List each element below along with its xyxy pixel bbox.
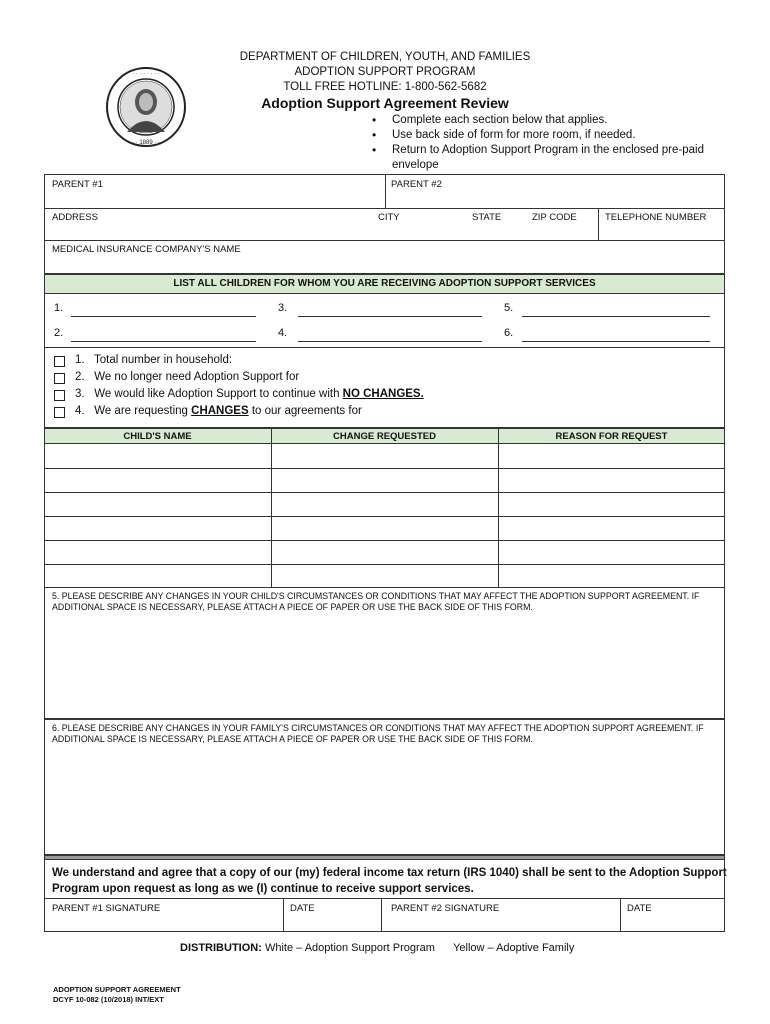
option-1 bbox=[75, 354, 232, 366]
department-name: DEPARTMENT OF CHILDREN, YOUTH, AND FAMILIES bbox=[239, 51, 531, 63]
option-num: 4. bbox=[75, 405, 85, 417]
address-field[interactable]: ADDRESS bbox=[52, 212, 98, 223]
children-heading-text: LIST ALL CHILDREN FOR WHOM YOU ARE RECEIVING ADOPTION SUPPORT SERVICES bbox=[173, 278, 596, 289]
date2-field[interactable]: DATE bbox=[627, 903, 652, 914]
phone-field[interactable]: TELEPHONE NUMBER bbox=[605, 212, 707, 223]
distribution-yellow: Yellow – Adoptive Family bbox=[453, 942, 575, 954]
instruction-item: • Use back side of form for more room, if needed. bbox=[372, 128, 722, 143]
parent2-field[interactable]: PARENT #2 bbox=[391, 179, 442, 190]
table-row[interactable] bbox=[44, 468, 725, 469]
col-reason: REASON FOR REQUEST bbox=[555, 431, 668, 442]
child-num: 3. bbox=[278, 302, 288, 314]
option-num: 3. bbox=[75, 388, 85, 400]
option-num: 1. bbox=[75, 354, 85, 366]
state-field[interactable]: STATE bbox=[472, 212, 502, 223]
option-4-checkbox[interactable] bbox=[54, 407, 65, 418]
child-3-line[interactable] bbox=[298, 316, 482, 317]
distribution-label: DISTRIBUTION: bbox=[180, 942, 262, 954]
col-childs-name: CHILD'S NAME bbox=[123, 431, 192, 442]
child-num: 1. bbox=[54, 302, 64, 314]
children-list-box bbox=[44, 294, 725, 348]
child-2-line[interactable] bbox=[71, 341, 256, 342]
child-4-line[interactable] bbox=[298, 341, 482, 342]
program-name: ADOPTION SUPPORT PROGRAM bbox=[294, 66, 476, 78]
option-emphasis: CHANGES bbox=[191, 405, 249, 417]
option-text: to our agreements for bbox=[248, 405, 362, 417]
table-row[interactable] bbox=[44, 516, 725, 517]
option-num: 2. bbox=[75, 371, 85, 383]
option-2-checkbox[interactable] bbox=[54, 373, 65, 384]
date1-field[interactable]: DATE bbox=[290, 903, 315, 914]
agreement-text: We understand and agree that a copy of our (my) federal income tax return (IRS 1040) shall be sent to the Adoption Support Program upon request as long as we (I) continue to receive support services. bbox=[52, 867, 727, 895]
option-2 bbox=[75, 371, 299, 383]
parent1-signature-field[interactable]: PARENT #1 SIGNATURE bbox=[52, 903, 161, 914]
instruction-item: • Return to Adoption Support Program in the enclosed pre-paid envelope bbox=[372, 143, 722, 173]
form-title: Adoption Support Agreement Review bbox=[261, 95, 509, 111]
zip-field[interactable]: ZIP CODE bbox=[532, 212, 577, 223]
option-text: We no longer need Adoption Support for bbox=[94, 371, 300, 383]
child-1-line[interactable] bbox=[71, 316, 256, 317]
option-1-checkbox[interactable] bbox=[54, 356, 65, 367]
child-5-line[interactable] bbox=[522, 316, 710, 317]
option-text: We are requesting bbox=[94, 405, 192, 417]
option-4 bbox=[75, 405, 362, 417]
option-text: Total number in household: bbox=[93, 354, 233, 366]
washington-state-seal-icon bbox=[105, 66, 187, 148]
table-row[interactable] bbox=[44, 564, 725, 565]
table-row[interactable] bbox=[44, 540, 725, 541]
child-num: 6. bbox=[504, 327, 514, 339]
parent1-field[interactable]: PARENT #1 bbox=[52, 179, 103, 190]
option-text: We would like Adoption Support to continue with bbox=[94, 388, 343, 400]
section-5-text: 5. PLEASE DESCRIBE ANY CHANGES IN YOUR CHILD'S CIRCUMSTANCES OR CONDITIONS THAT MAY AFFECT THE ADOPTION SUPPORT AGREEMENT. IF ADDITIONAL SPACE IS NECESSARY, PLEASE ATTACH A PIECE OF PAPER OR USE THE BACK SIDE OF THIS FORM. bbox=[52, 591, 700, 612]
distribution bbox=[180, 942, 574, 954]
footer-form-name: ADOPTION SUPPORT AGREEMENT bbox=[53, 985, 181, 994]
child-num: 5. bbox=[504, 302, 514, 314]
instruction-item: • Complete each section below that applies. bbox=[372, 113, 722, 128]
hotline: TOLL FREE HOTLINE: 1-800-562-5682 bbox=[283, 81, 487, 93]
child-num: 2. bbox=[54, 327, 64, 339]
parent2-signature-field[interactable]: PARENT #2 SIGNATURE bbox=[391, 903, 500, 914]
insurance-field[interactable]: MEDICAL INSURANCE COMPANY'S NAME bbox=[52, 244, 241, 255]
instructions-list bbox=[372, 113, 722, 173]
option-3-checkbox[interactable] bbox=[54, 390, 65, 401]
table-row[interactable] bbox=[44, 492, 725, 493]
svg-text:· · 1889 · ·: · · 1889 · · bbox=[131, 140, 161, 146]
footer-form-id: DCYF 10-082 (10/2018) INT/EXT bbox=[53, 995, 164, 1004]
option-3 bbox=[75, 388, 424, 400]
svg-text:· · · · · · · ·: · · · · · · · · bbox=[132, 71, 160, 77]
distribution-white: White – Adoption Support Program bbox=[264, 942, 435, 954]
col-change-requested: CHANGE REQUESTED bbox=[333, 431, 436, 442]
section-6-text: 6. PLEASE DESCRIBE ANY CHANGES IN YOUR FAMILY'S CIRCUMSTANCES OR CONDITIONS THAT MAY AFFECT THE ADOPTION SUPPORT AGREEMENT. IF ADDITIONAL SPACE IS NECESSARY, PLEASE ATTACH A PIECE OF PAPER OR USE THE BACK SIDE OF THIS FORM. bbox=[52, 723, 704, 744]
city-field[interactable]: CITY bbox=[378, 212, 400, 223]
child-num: 4. bbox=[278, 327, 288, 339]
option-emphasis: NO CHANGES. bbox=[342, 388, 424, 400]
child-6-line[interactable] bbox=[522, 341, 710, 342]
